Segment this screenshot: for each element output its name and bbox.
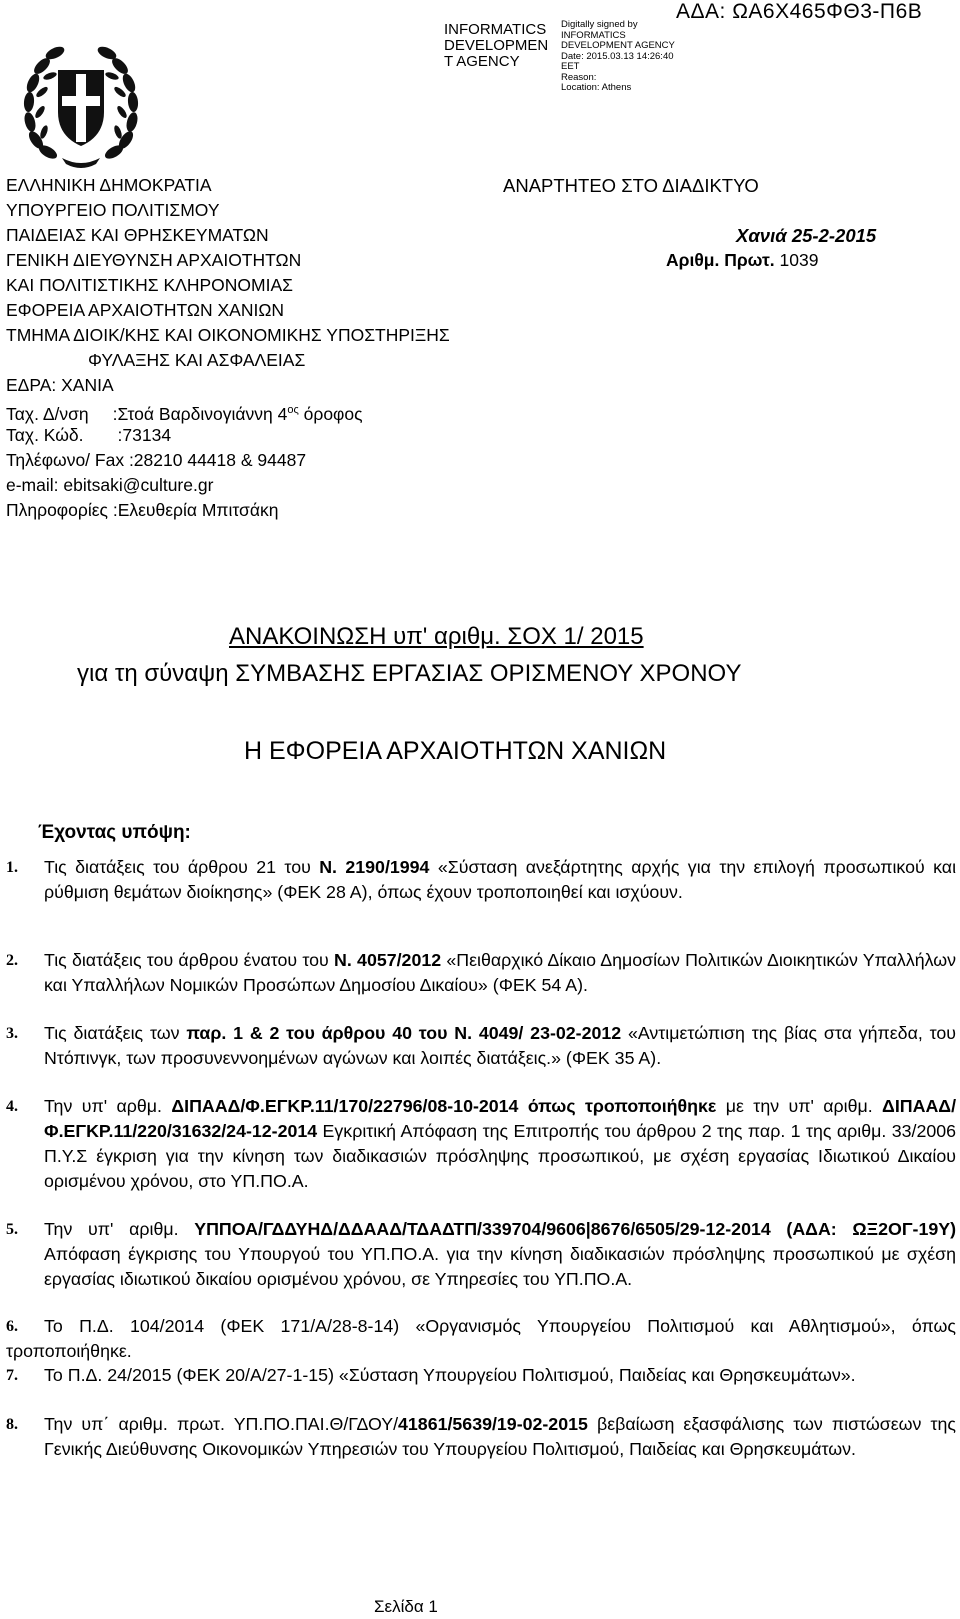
issuing-authority: Η ΕΦΟΡΕΙΑ ΑΡΧΑΙΟΤΗΤΩΝ ΧΑΝΙΩΝ	[244, 737, 667, 765]
address-sup: ος	[287, 404, 299, 416]
item-text-run: «Πειθαρχικό Δίκαιο Δημοσίων Πολιτικών Διοικητικών Υπαλλήλων και Υπαλλήλων Νομικών Προσώπων Δημοσίου Δικαίου» (ΦΕΚ 54 Α).	[44, 950, 956, 995]
item-text	[6, 1314, 956, 1364]
item-text-run: με την υπ' αριθμ.	[716, 1096, 883, 1116]
item-text	[44, 1021, 956, 1071]
header-line-directorate: ΓΕΝΙΚΗ ΔΙΕΥΘΥΝΣΗ ΑΡΧΑΙΟΤΗΤΩΝ	[6, 250, 302, 270]
item-text-run: «Σύσταση ανεξάρτητης αρχής για την επιλογή προσωπικού και ρύθμιση θεμάτων διοίκησης» (ΦΕΚ 28 Α), όπως έχουν τροποποιηθεί και ισχύουν.	[44, 857, 957, 902]
item-number: 3.	[6, 1025, 18, 1042]
signature-detail-line: DEVELOPMENT AGENCY	[561, 40, 675, 51]
item-text-run: «Αντιμετώπιση της βίας στα γήπεδα, του Ντόπινγκ, των προσυνεννοημένων αγώνων και λοιπές διατάξεις.» (ΦΕΚ 35 Α).	[44, 1023, 956, 1068]
info-line: Πληροφορίες :Ελευθερία Μπιτσάκη	[6, 500, 279, 520]
item-text-bold-run: ΥΠΠΟΑ/ΓΔΔΥΗΔ/ΔΔΑΑΔ/ΤΔΑΔΤΠ/339704/9606|8676/6505/29-12-2014 (ΑΔΑ: ΩΞ2ΟΓ-19Υ)	[194, 1219, 957, 1239]
page-number: Σελίδα 1	[374, 1597, 438, 1616]
list-item	[6, 1412, 956, 1462]
item-text	[44, 855, 956, 905]
digital-signature-name	[444, 22, 548, 70]
signature-detail-line: Location: Athens	[561, 82, 632, 93]
signature-detail-line: Digitally signed by	[561, 19, 638, 30]
considering-heading: Έχοντας υπόψη:	[38, 822, 191, 843]
item-text-run: Απόφαση έγκρισης του Υπουργού του ΥΠ.ΠΟ.Α. για την κίνηση διαδικασιών πρόσληψης προσωπικού με σχέση εργασίας ιδιωτικού δικαίου ορισμένου χρόνου, σε Υπηρεσίες του ΥΠ.ΠΟ.Α.	[44, 1244, 956, 1289]
signature-name-line: INFORMATICS	[444, 21, 547, 38]
header-line-seat: ΕΔΡΑ: ΧΑΝΙΑ	[6, 375, 114, 395]
list-item	[6, 855, 956, 905]
email-line: e-mail: ebitsaki@culture.gr	[6, 475, 214, 495]
phone-line: Τηλέφωνο/ Fax :28210 44418 & 94487	[6, 450, 307, 470]
item-number: 8.	[6, 1416, 18, 1433]
item-text	[44, 1217, 956, 1292]
protocol-number-line	[666, 248, 818, 273]
item-number: 7.	[6, 1367, 18, 1384]
item-text-bold-run: ΔΙΠΑΑΔ/Φ.ΕΓΚΡ.11/170/22796/08-10-2014 όπως τροποποιήθηκε	[171, 1096, 717, 1116]
greek-emblem-logo	[22, 40, 140, 170]
list-item	[6, 1094, 956, 1194]
list-item	[6, 1363, 956, 1388]
announcement-title: ΑΝΑΚΟΙΝΩΣΗ υπ' αριθμ. ΣΟΧ 1/ 2015	[229, 623, 644, 650]
header-line-republic: ΕΛΛΗΝΙΚΗ ΔΗΜΟΚΡΑΤΙΑ	[6, 175, 212, 195]
list-item	[6, 948, 956, 998]
item-number: 6.	[6, 1318, 18, 1335]
item-text-bold-run: 41861/5639/19-02-2015	[398, 1414, 588, 1434]
item-text-bold-run: ΔΙΠΑΑΔ/Φ.ΕΓΚΡ.11/220/31632/24-12-2014	[44, 1096, 957, 1141]
header-line-heritage: ΚΑΙ ΠΟΛΙΤΙΣΤΙΚΗΣ ΚΛΗΡΟΝΟΜΙΑΣ	[6, 275, 293, 295]
signature-detail-line: EET	[561, 61, 580, 72]
list-item	[6, 1314, 956, 1364]
item-number: 2.	[6, 952, 18, 969]
item-text-run: Τις διατάξεις του άρθρου 21 του	[44, 857, 320, 877]
postal-code-line	[6, 423, 171, 448]
list-item	[6, 1021, 956, 1071]
header-line-security: ΦΥΛΑΞΗΣ ΚΑΙ ΑΣΦΑΛΕΙΑΣ	[88, 350, 306, 370]
signature-name-line: T AGENCY	[444, 53, 520, 70]
signature-detail-line: Reason:	[561, 71, 597, 83]
postal-code-label: Ταχ. Κώδ.	[6, 425, 84, 445]
item-number: 1.	[6, 859, 18, 876]
item-text-run: Την υπ΄ αριθμ. πρωτ. ΥΠ.ΠΟ.ΠΑΙ.Θ/ΓΔΟΥ/	[44, 1414, 399, 1434]
item-text	[6, 1363, 956, 1388]
item-text	[44, 948, 956, 998]
item-text-bold-run: Ν. 2190/1994	[319, 857, 430, 877]
item-text-bold-run: παρ. 1 & 2 του άρθρου 40 του Ν. 4049/ 23-02-2012	[186, 1023, 622, 1043]
header-line-ministry-2: ΠΑΙΔΕΙΑΣ ΚΑΙ ΘΡΗΣΚΕΥΜΑΤΩΝ	[6, 225, 269, 245]
item-text-run: Την υπ' αριθμ.	[44, 1219, 195, 1239]
header-line-ephorate: ΕΦΟΡΕΙΑ ΑΡΧΑΙΟΤΗΤΩΝ ΧΑΝΙΩΝ	[6, 300, 285, 320]
signature-detail-line: Date: 2015.03.13 14:26:40	[561, 50, 674, 62]
postal-code-value: :73134	[117, 425, 172, 445]
address-tail: όροφος	[303, 403, 363, 424]
item-text-run: Τις διατάξεις των	[44, 1023, 187, 1043]
item-text-run: βεβαίωση εξασφάλισης των πιστώσεων της Γενικής Διεύθυνσης Οικονομικών Υπηρεσιών του Υπουργείου Πολιτισμού, Παιδείας και Θρησκευμάτων.	[44, 1414, 956, 1459]
item-text-run: Το Π.Δ. 24/2015 (ΦΕΚ 20/Α/27-1-15) «Σύσταση Υπουργείου Πολιτισμού, Παιδείας και Θρησκευμάτων».	[44, 1365, 856, 1385]
item-text-run: Την υπ' αρθμ.	[44, 1096, 172, 1116]
posted-online-notice: ΑΝΑΡΤΗΤΕΟ ΣΤΟ ΔΙΑΔΙΚΤΥΟ	[503, 175, 759, 196]
protocol-label: Αριθμ. Πρωτ.	[666, 250, 775, 270]
header-line-department: ΤΜΗΜΑ ΔΙΟΙΚ/ΚΗΣ ΚΑΙ ΟΙΚΟΝΟΜΙΚΗΣ ΥΠΟΣΤΗΡΙΞΗΣ	[6, 325, 450, 345]
item-text-run: Τις διατάξεις του άρθρου ένατου του	[44, 950, 335, 970]
item-text-run: Το Π.Δ. 104/2014 (ΦΕΚ 171/Α/28-8-14) «Οργανισμός Υπουργείου Πολιτισμού και Αθλητισμού», όπως τροποποιήθηκε.	[6, 1316, 956, 1361]
digital-signature-details	[561, 20, 675, 94]
signature-detail-line: INFORMATICS	[561, 29, 626, 41]
announcement-subtitle: για τη σύναψη ΣΥΜΒΑΣΗΣ ΕΡΓΑΣΙΑΣ ΟΡΙΣΜΕΝΟΥ ΧΡΟΝΟΥ	[77, 660, 742, 687]
item-number: 4.	[6, 1098, 18, 1115]
item-text	[44, 1412, 956, 1462]
item-number: 5.	[6, 1221, 18, 1238]
item-text	[44, 1094, 956, 1194]
document-date: Χανιά 25-2-2015	[736, 225, 877, 246]
protocol-number: 1039	[779, 250, 819, 270]
item-text-bold-run: Ν. 4057/2012	[334, 950, 442, 970]
ada-code: ΑΔΑ: ΩΑ6Χ465ΦΘ3-Π6Β	[676, 0, 923, 23]
address-label: Ταχ. Δ/νση	[6, 403, 89, 424]
signature-name-line: DEVELOPMEN	[444, 37, 549, 54]
list-item	[6, 1217, 956, 1292]
header-line-ministry: ΥΠΟΥΡΓΕΙΟ ΠΟΛΙΤΙΣΜΟΥ	[6, 200, 220, 220]
address-value: :Στοά Βαρδινογιάννη 4	[112, 403, 288, 424]
item-text-run: Εγκριτική Απόφαση της Επιτροπής του άρθρου 2 της παρ. 1 της αριθμ. 33/2006 Π.Υ.Σ έγκριση για την κίνηση των διαδικασιών πρόσληψης προσωπικού, με σχέση εργασίας Ιδιωτικού Δικαίου ορισμένου χρόνου, στο ΥΠ.ΠΟ.Α.	[44, 1121, 956, 1191]
